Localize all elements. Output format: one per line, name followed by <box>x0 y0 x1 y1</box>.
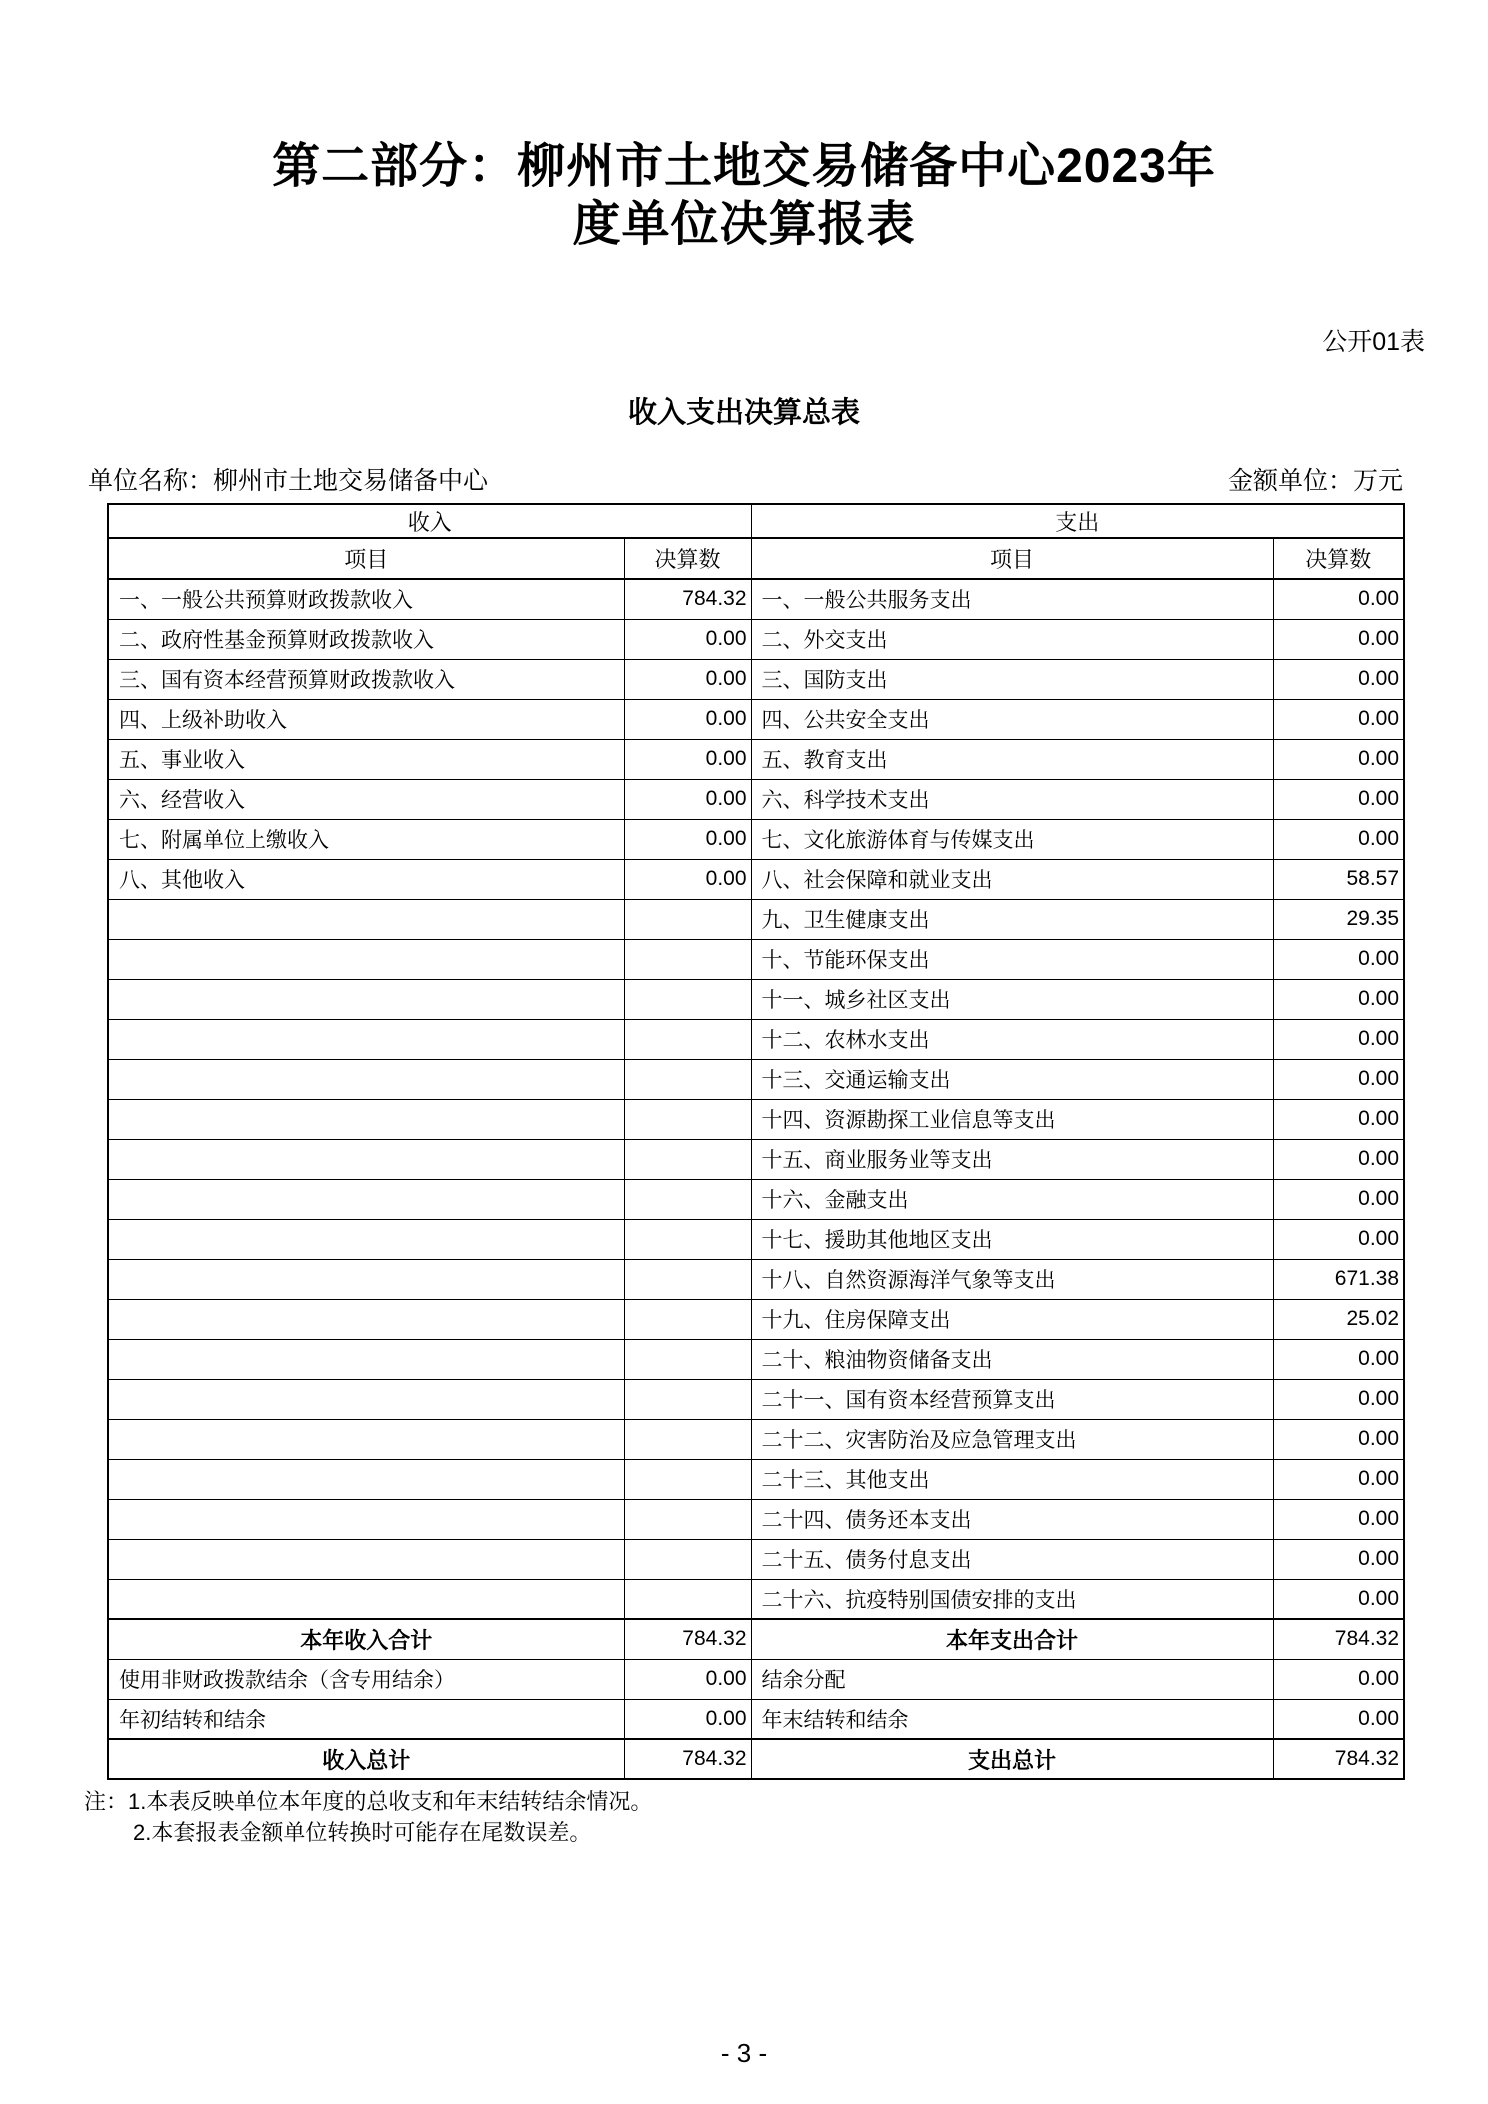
table-column-header-row <box>108 538 1404 579</box>
expense-value-cell: 0.00 <box>1273 1419 1404 1459</box>
table-code-label: 公开01表 <box>1322 328 1425 356</box>
expense-value-cell: 0.00 <box>1273 1139 1404 1179</box>
expense-value-cell: 784.32 <box>1273 1619 1404 1659</box>
income-value-cell <box>624 899 751 939</box>
income-value-cell <box>624 1259 751 1299</box>
expense-item-cell: 支出总计 <box>751 1739 1273 1779</box>
income-value-cell <box>624 1219 751 1259</box>
table-row <box>108 1539 1404 1579</box>
income-item-cell: 六、经营收入 <box>108 779 624 819</box>
expense-item-cell: 年末结转和结余 <box>751 1699 1273 1739</box>
unit-name-label: 单位名称：柳州市土地交易储备中心 <box>88 467 489 495</box>
income-value-cell <box>624 1019 751 1059</box>
income-item-cell <box>108 1019 624 1059</box>
note-line-2: 2.本套报表金额单位转换时可能存在尾数误差。 <box>133 1820 592 1845</box>
income-item-cell <box>108 1139 624 1179</box>
expense-value-cell: 25.02 <box>1273 1299 1404 1339</box>
income-value-cell <box>624 1459 751 1499</box>
income-item-cell <box>108 1299 624 1339</box>
table-row <box>108 619 1404 659</box>
expense-value-cell: 0.00 <box>1273 1499 1404 1539</box>
page-title-line1: 第二部分：柳州市土地交易储备中心2023年 <box>272 140 1216 193</box>
expense-value-cell: 784.32 <box>1273 1739 1404 1779</box>
table-row <box>108 1059 1404 1099</box>
income-value-cell: 0.00 <box>624 859 751 899</box>
income-value-cell: 0.00 <box>624 699 751 739</box>
table-row <box>108 779 1404 819</box>
income-value-cell: 0.00 <box>624 1659 751 1699</box>
expense-item-cell: 六、科学技术支出 <box>751 779 1273 819</box>
income-item-cell <box>108 1339 624 1379</box>
table-row <box>108 739 1404 779</box>
table-row <box>108 1499 1404 1539</box>
expense-item-cell: 本年支出合计 <box>751 1619 1273 1659</box>
table-row <box>108 659 1404 699</box>
income-item-cell <box>108 1579 624 1619</box>
income-item-cell: 五、事业收入 <box>108 739 624 779</box>
income-item-cell <box>108 1099 624 1139</box>
expense-value-cell: 29.35 <box>1273 899 1404 939</box>
expense-value-cell: 0.00 <box>1273 779 1404 819</box>
expense-item-cell: 一、一般公共服务支出 <box>751 579 1273 619</box>
expense-item-cell: 十九、住房保障支出 <box>751 1299 1273 1339</box>
expense-value-cell: 0.00 <box>1273 1219 1404 1259</box>
income-item-cell <box>108 1179 624 1219</box>
income-value-cell <box>624 1539 751 1579</box>
income-item-header: 项目 <box>108 538 624 579</box>
table-row <box>108 1179 1404 1219</box>
expense-value-cell: 0.00 <box>1273 979 1404 1019</box>
expense-item-cell: 结余分配 <box>751 1659 1273 1699</box>
expense-section-header: 支出 <box>751 504 1404 538</box>
income-value-cell: 784.32 <box>624 1739 751 1779</box>
expense-item-header: 项目 <box>751 538 1273 579</box>
income-item-cell <box>108 1379 624 1419</box>
income-value-header: 决算数 <box>624 538 751 579</box>
table-row <box>108 1339 1404 1379</box>
expense-item-cell: 三、国防支出 <box>751 659 1273 699</box>
expense-item-cell: 十五、商业服务业等支出 <box>751 1139 1273 1179</box>
expense-item-cell: 八、社会保障和就业支出 <box>751 859 1273 899</box>
income-value-cell: 0.00 <box>624 1699 751 1739</box>
expense-item-cell: 十七、援助其他地区支出 <box>751 1219 1273 1259</box>
income-value-cell <box>624 1339 751 1379</box>
expense-item-cell: 二、外交支出 <box>751 619 1273 659</box>
expense-item-cell: 二十六、抗疫特别国债安排的支出 <box>751 1579 1273 1619</box>
expense-value-cell: 58.57 <box>1273 859 1404 899</box>
page-number: - 3 - <box>720 2038 768 2068</box>
expense-item-cell: 二十三、其他支出 <box>751 1459 1273 1499</box>
expense-value-cell: 0.00 <box>1273 1059 1404 1099</box>
income-item-cell <box>108 1259 624 1299</box>
table-row <box>108 899 1404 939</box>
page-title-line2: 度单位决算报表 <box>572 198 916 251</box>
expense-value-cell: 0.00 <box>1273 1099 1404 1139</box>
income-item-cell <box>108 1419 624 1459</box>
table-notes <box>84 1786 652 1848</box>
income-expense-table <box>107 503 1405 1780</box>
table-section-header-row <box>108 504 1404 538</box>
income-item-cell <box>108 1459 624 1499</box>
expense-item-cell: 十三、交通运输支出 <box>751 1059 1273 1099</box>
income-value-cell: 0.00 <box>624 619 751 659</box>
table-title: 收入支出决算总表 <box>627 397 860 429</box>
expense-value-cell: 0.00 <box>1273 939 1404 979</box>
amount-unit-label: 金额单位：万元 <box>1227 467 1403 495</box>
income-value-cell <box>624 979 751 1019</box>
expense-item-cell: 二十一、国有资本经营预算支出 <box>751 1379 1273 1419</box>
table-row <box>108 1419 1404 1459</box>
income-item-cell <box>108 1059 624 1099</box>
expense-value-cell: 0.00 <box>1273 619 1404 659</box>
page-title <box>0 138 1488 254</box>
table-row <box>108 1619 1404 1659</box>
income-item-cell: 二、政府性基金预算财政拨款收入 <box>108 619 624 659</box>
expense-item-cell: 二十五、债务付息支出 <box>751 1539 1273 1579</box>
expense-item-cell: 十四、资源勘探工业信息等支出 <box>751 1099 1273 1139</box>
table-row <box>108 939 1404 979</box>
table-row <box>108 1739 1404 1779</box>
table-row <box>108 1659 1404 1699</box>
income-value-cell: 784.32 <box>624 1619 751 1659</box>
expense-value-cell: 0.00 <box>1273 579 1404 619</box>
income-item-cell: 收入总计 <box>108 1739 624 1779</box>
income-item-cell: 三、国有资本经营预算财政拨款收入 <box>108 659 624 699</box>
table-row <box>108 1019 1404 1059</box>
expense-value-cell: 0.00 <box>1273 1179 1404 1219</box>
income-item-cell <box>108 939 624 979</box>
table-row <box>108 979 1404 1019</box>
income-item-cell <box>108 899 624 939</box>
table-row <box>108 1379 1404 1419</box>
table-row <box>108 1299 1404 1339</box>
table-row <box>108 1579 1404 1619</box>
income-value-cell: 0.00 <box>624 779 751 819</box>
table-row <box>108 1219 1404 1259</box>
table-meta-row <box>88 461 1403 497</box>
income-value-cell <box>624 1299 751 1339</box>
expense-item-cell: 二十二、灾害防治及应急管理支出 <box>751 1419 1273 1459</box>
income-value-cell <box>624 1179 751 1219</box>
income-value-cell <box>624 1379 751 1419</box>
expense-value-cell: 0.00 <box>1273 1539 1404 1579</box>
table-row <box>108 1699 1404 1739</box>
expense-value-cell: 0.00 <box>1273 1019 1404 1059</box>
table-row <box>108 1459 1404 1499</box>
income-item-cell: 七、附属单位上缴收入 <box>108 819 624 859</box>
expense-value-cell: 0.00 <box>1273 819 1404 859</box>
income-value-cell <box>624 1579 751 1619</box>
expense-item-cell: 四、公共安全支出 <box>751 699 1273 739</box>
income-section-header: 收入 <box>108 504 751 538</box>
income-value-cell: 0.00 <box>624 819 751 859</box>
table-summary <box>108 1619 1404 1779</box>
income-value-cell <box>624 1139 751 1179</box>
table-row <box>108 699 1404 739</box>
expense-value-cell: 0.00 <box>1273 739 1404 779</box>
expense-value-cell: 0.00 <box>1273 1699 1404 1739</box>
expense-item-cell: 五、教育支出 <box>751 739 1273 779</box>
income-value-cell: 0.00 <box>624 659 751 699</box>
expense-value-cell: 671.38 <box>1273 1259 1404 1299</box>
expense-value-cell: 0.00 <box>1273 1339 1404 1379</box>
income-value-cell <box>624 1419 751 1459</box>
table-row <box>108 1099 1404 1139</box>
income-item-cell <box>108 1219 624 1259</box>
expense-value-header: 决算数 <box>1273 538 1404 579</box>
expense-value-cell: 0.00 <box>1273 699 1404 739</box>
expense-item-cell: 十六、金融支出 <box>751 1179 1273 1219</box>
table-row <box>108 1139 1404 1179</box>
expense-item-cell: 十一、城乡社区支出 <box>751 979 1273 1019</box>
expense-item-cell: 七、文化旅游体育与传媒支出 <box>751 819 1273 859</box>
expense-value-cell: 0.00 <box>1273 1659 1404 1699</box>
table-row <box>108 859 1404 899</box>
expense-item-cell: 九、卫生健康支出 <box>751 899 1273 939</box>
income-item-cell <box>108 1499 624 1539</box>
table-row <box>108 1259 1404 1299</box>
income-value-cell <box>624 1099 751 1139</box>
expense-value-cell: 0.00 <box>1273 659 1404 699</box>
income-value-cell <box>624 1059 751 1099</box>
income-item-cell: 八、其他收入 <box>108 859 624 899</box>
expense-item-cell: 十、节能环保支出 <box>751 939 1273 979</box>
income-item-cell: 一、一般公共预算财政拨款收入 <box>108 579 624 619</box>
expense-value-cell: 0.00 <box>1273 1579 1404 1619</box>
income-item-cell: 使用非财政拨款结余（含专用结余） <box>108 1659 624 1699</box>
income-value-cell: 784.32 <box>624 579 751 619</box>
income-value-cell: 0.00 <box>624 739 751 779</box>
expense-item-cell: 十八、自然资源海洋气象等支出 <box>751 1259 1273 1299</box>
income-value-cell <box>624 1499 751 1539</box>
income-value-cell <box>624 939 751 979</box>
table-row <box>108 819 1404 859</box>
table-body <box>108 579 1404 1619</box>
income-item-cell: 年初结转和结余 <box>108 1699 624 1739</box>
expense-value-cell: 0.00 <box>1273 1459 1404 1499</box>
expense-item-cell: 十二、农林水支出 <box>751 1019 1273 1059</box>
expense-item-cell: 二十、粮油物资储备支出 <box>751 1339 1273 1379</box>
expense-value-cell: 0.00 <box>1273 1379 1404 1419</box>
income-item-cell <box>108 979 624 1019</box>
income-item-cell: 四、上级补助收入 <box>108 699 624 739</box>
table-row <box>108 579 1404 619</box>
expense-item-cell: 二十四、债务还本支出 <box>751 1499 1273 1539</box>
note-line-1: 注：1.本表反映单位本年度的总收支和年末结转结余情况。 <box>84 1789 653 1814</box>
income-item-cell: 本年收入合计 <box>108 1619 624 1659</box>
income-item-cell <box>108 1539 624 1579</box>
